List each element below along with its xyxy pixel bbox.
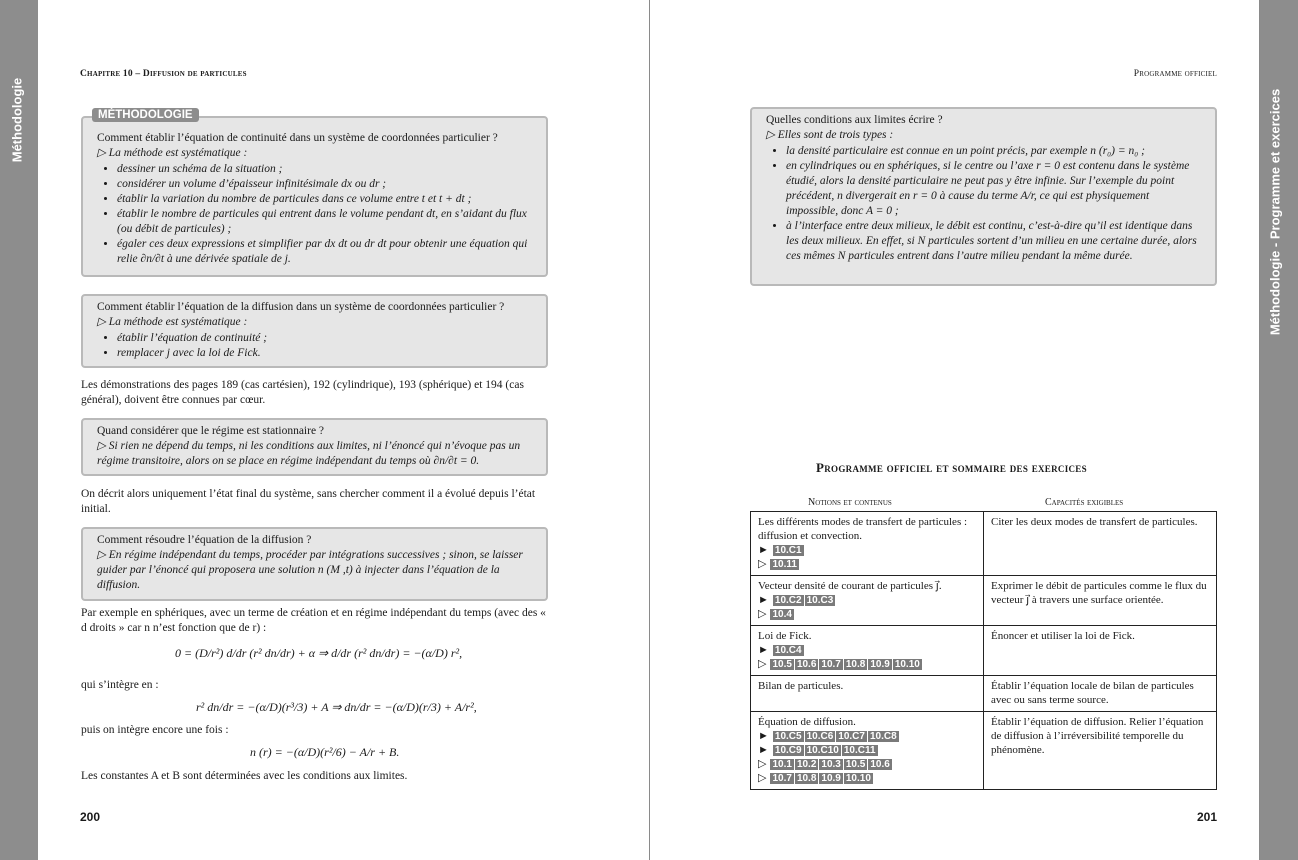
exercise-ref-line bbox=[758, 593, 976, 607]
exercise-ref-badge[interactable]: 10.10 bbox=[894, 659, 920, 670]
ref-marker: ► bbox=[758, 544, 769, 556]
exercise-ref-badge[interactable]: 10.6 bbox=[796, 659, 817, 670]
exercise-ref-badge[interactable]: 10.C5 bbox=[774, 731, 802, 742]
exercise-ref-badge[interactable]: 10.7 bbox=[821, 659, 841, 670]
equation-2: r² dn/dr = −(α/D)(r³/3) + A ⇒ dn/dr = −(α/D)(r/3) + A/r², bbox=[196, 700, 477, 714]
method-box-boundary-conditions bbox=[750, 107, 1217, 286]
exercise-ref-badge[interactable]: 10.C4 bbox=[774, 645, 802, 656]
capacity-cell: Citer les deux modes de transfert de particules. bbox=[984, 512, 1217, 576]
exercise-ref-badge[interactable]: 10.6 bbox=[870, 759, 890, 770]
side-tab-left-label: Méthodologie bbox=[9, 77, 25, 163]
notion-cell bbox=[751, 712, 984, 790]
table-row bbox=[751, 676, 1217, 712]
exercise-ref-line bbox=[758, 743, 976, 757]
ref-marker: ▷ bbox=[758, 758, 767, 770]
side-tab-right-label: Méthodologie - Programme et exercices bbox=[1267, 88, 1283, 336]
list-item: • à l’interface entre deux milieux, le débit est continu, c’est-à-dire qu’il est identique dans les deux milieux. En effet, si N particules sortent d’un milieu en une certaine durée, alors ces mêmes N particules entrent dans l’autre milieu pendant la même durée. bbox=[786, 219, 1203, 264]
table-row bbox=[751, 576, 1217, 626]
exercise-ref-line bbox=[758, 771, 976, 785]
method-box-solve bbox=[81, 527, 548, 601]
exercise-ref-line bbox=[758, 657, 976, 671]
exercise-ref-badge[interactable]: 10.C2 bbox=[774, 595, 802, 606]
left-running-head: Chapitre 10 – Diffusion de particules bbox=[80, 69, 247, 79]
exercise-ref-badge[interactable]: 10.8 bbox=[796, 773, 817, 784]
paragraph-integrate-again: puis on intègre encore une fois : bbox=[81, 724, 229, 736]
exercise-ref-badge[interactable]: 10.C1 bbox=[774, 545, 802, 556]
ref-marker: ▷ bbox=[758, 608, 767, 620]
notion-text: Équation de diffusion. bbox=[758, 716, 856, 728]
exercise-ref-badge[interactable]: 10.C10 bbox=[806, 745, 839, 756]
box-answer: ▷ La méthode est systématique : bbox=[97, 147, 248, 159]
exercise-ref-badge[interactable]: 10.C3 bbox=[806, 595, 834, 606]
exercise-ref-badge[interactable]: 10.5 bbox=[845, 759, 866, 770]
exercise-ref-line bbox=[758, 757, 976, 771]
method-box-stationary bbox=[81, 418, 548, 476]
list-item: • la densité particulaire est connue en un point précis, par exemple n (r₀) = n₀ ; bbox=[786, 144, 1203, 159]
list-item: • égaler ces deux expressions et simplifier par dx dt ou dr dt pour obtenir une équation qui relie ∂n/∂t à une dérivée spatiale de j. bbox=[117, 237, 534, 267]
notion-cell bbox=[751, 512, 984, 576]
capacity-cell: Énoncer et utiliser la loi de Fick. bbox=[984, 626, 1217, 676]
right-page-number: 201 bbox=[1197, 810, 1218, 824]
ref-marker: ► bbox=[758, 730, 769, 742]
program-table bbox=[750, 511, 1217, 790]
notion-text: Bilan de particules. bbox=[758, 680, 844, 692]
exercise-ref-badge[interactable]: 10.C8 bbox=[869, 731, 897, 742]
exercise-ref-badge[interactable]: 10.C6 bbox=[806, 731, 834, 742]
list-item: • en cylindriques ou en sphériques, si le centre ou l’axe r = 0 est contenu dans le système étudié, alors la densité particulaire ne peut pas y être infinie. Sur l’exemple du point précédent, n divergerait en r = 0 à cause du terme A/r, ce qui est physiquement impossible, donc A = 0 ; bbox=[786, 159, 1203, 219]
exercise-ref-badge[interactable]: 10.1 bbox=[772, 759, 792, 770]
list-item: • dessiner un schéma de la situation ; bbox=[117, 162, 534, 177]
ref-marker: ► bbox=[758, 744, 769, 756]
exercise-ref-line bbox=[758, 607, 976, 621]
box-answer: ▷ Elles sont de trois types : bbox=[766, 129, 894, 141]
exercise-ref-line bbox=[758, 729, 976, 743]
exercise-ref-badge[interactable]: 10.5 bbox=[772, 659, 792, 670]
exercise-ref-line bbox=[758, 543, 976, 557]
box-list bbox=[97, 162, 534, 267]
list-item: • remplacer j avec la loi de Fick. bbox=[117, 346, 534, 361]
ref-marker: ▷ bbox=[758, 658, 767, 670]
notion-cell bbox=[751, 676, 984, 712]
program-table-body bbox=[751, 512, 1217, 790]
exercise-ref-badge[interactable]: 10.10 bbox=[845, 773, 871, 784]
list-item: • établir la variation du nombre de particules dans ce volume entre t et t + dt ; bbox=[117, 192, 534, 207]
box-answer: ▷ Si rien ne dépend du temps, ni les conditions aux limites, ni l’énoncé qui n’évoque pas un régime transitoire, alors on se place en régime indépendant du temps où ∂n/∂t = 0. bbox=[97, 440, 521, 467]
box-list bbox=[766, 144, 1203, 264]
exercise-ref-badge[interactable]: 10.9 bbox=[821, 773, 841, 784]
ref-marker: ► bbox=[758, 594, 769, 606]
exercise-ref-badge[interactable]: 10.9 bbox=[870, 659, 890, 670]
list-item: • considérer un volume d’épaisseur infinitésimale dx ou dr ; bbox=[117, 177, 534, 192]
left-page-number: 200 bbox=[80, 810, 101, 824]
box-question: Quelles conditions aux limites écrire ? bbox=[766, 114, 943, 126]
box-answer: ▷ En régime indépendant du temps, procéder par intégrations successives ; sinon, se laisser guider par l’énoncé qui proposera une solution n (M ,t) à injecter dans l’équation de la diffusion. bbox=[97, 549, 523, 591]
right-running-head: Programme officiel bbox=[1133, 69, 1217, 79]
section-title: Programme officiel et sommaire des exercices bbox=[816, 460, 1087, 475]
notion-text: Les différents modes de transfert de particules : diffusion et convection. bbox=[758, 516, 968, 542]
exercise-ref-badge[interactable]: 10.7 bbox=[772, 773, 792, 784]
col-header-capacities: Capacités exigibles bbox=[1045, 497, 1124, 508]
paragraph-integrates: qui s’intègre en : bbox=[81, 679, 159, 691]
ref-marker: ▷ bbox=[758, 558, 767, 570]
box-question: Comment établir l’équation de continuité dans un système de coordonnées particulier ? bbox=[97, 132, 498, 144]
capacity-cell: Établir l’équation de diffusion. Relier l’équation de diffusion à l’irréversibilité temporelle du phénomène. bbox=[984, 712, 1217, 790]
ref-marker: ► bbox=[758, 644, 769, 656]
table-row bbox=[751, 626, 1217, 676]
notion-text: Loi de Fick. bbox=[758, 630, 812, 642]
exercise-ref-badge[interactable]: 10.8 bbox=[845, 659, 866, 670]
box-question: Quand considérer que le régime est stationnaire ? bbox=[97, 425, 325, 437]
equation-1: 0 = (D/r²) d/dr (r² dn/dr) + α ⇒ d/dr (r² dn/dr) = −(α/D) r², bbox=[175, 646, 463, 660]
paragraph-demonstrations: Les démonstrations des pages 189 (cas cartésien), 192 (cylindrique), 193 (sphérique) et 194 (cas général), doivent être connues par cœur. bbox=[81, 379, 524, 406]
method-box-diffusion bbox=[81, 294, 548, 368]
exercise-ref-badge[interactable]: 10.4 bbox=[772, 609, 792, 620]
paragraph-final-state: On décrit alors uniquement l’état final du système, sans chercher comment il a évolué depuis l’état initial. bbox=[81, 488, 536, 515]
box-question: Comment résoudre l’équation de la diffusion ? bbox=[97, 534, 312, 546]
exercise-ref-badge[interactable]: 10.11 bbox=[772, 559, 797, 570]
exercise-ref-badge[interactable]: 10.C11 bbox=[843, 745, 876, 756]
notion-cell bbox=[751, 626, 984, 676]
box-answer: ▷ La méthode est systématique : bbox=[97, 316, 248, 328]
notion-cell bbox=[751, 576, 984, 626]
paragraph-example: Par exemple en sphériques, avec un terme de création et en régime indépendant du temps (avec des « d droits » car n n’est fonction que de r) : bbox=[81, 607, 546, 634]
exercise-ref-badge[interactable]: 10.2 bbox=[796, 759, 817, 770]
list-item: • établir le nombre de particules qui entrent dans le volume pendant dt, en s’aidant du flux (ou débit de particules) ; bbox=[117, 207, 534, 237]
notion-text: Vecteur densité de courant de particules j⃗. bbox=[758, 580, 942, 592]
table-row bbox=[751, 512, 1217, 576]
exercise-ref-line bbox=[758, 557, 976, 571]
capacity-cell: Exprimer le débit de particules comme le flux du vecteur j⃗ à travers une surface orientée. bbox=[984, 576, 1217, 626]
exercise-ref-badge[interactable]: 10.C9 bbox=[774, 745, 802, 756]
ref-marker: ▷ bbox=[758, 772, 767, 784]
exercise-ref-line bbox=[758, 643, 976, 657]
method-box-continuity bbox=[81, 116, 548, 277]
paragraph-constants: Les constantes A et B sont déterminées avec les conditions aux limites. bbox=[81, 770, 408, 782]
box-list bbox=[97, 331, 534, 361]
exercise-ref-badge[interactable]: 10.C7 bbox=[838, 731, 865, 742]
table-row bbox=[751, 712, 1217, 790]
capacity-cell: Établir l’équation locale de bilan de particules avec ou sans terme source. bbox=[984, 676, 1217, 712]
equation-3: n (r) = −(α/D)(r²/6) − A/r + B. bbox=[250, 745, 400, 759]
box-question: Comment établir l’équation de la diffusion dans un système de coordonnées particulier ? bbox=[97, 301, 505, 313]
col-header-notions: Notions et contenus bbox=[808, 497, 892, 508]
methodology-tag: MÉTHODOLOGIE bbox=[92, 108, 199, 122]
exercise-ref-badge[interactable]: 10.3 bbox=[821, 759, 841, 770]
list-item: • établir l’équation de continuité ; bbox=[117, 331, 534, 346]
